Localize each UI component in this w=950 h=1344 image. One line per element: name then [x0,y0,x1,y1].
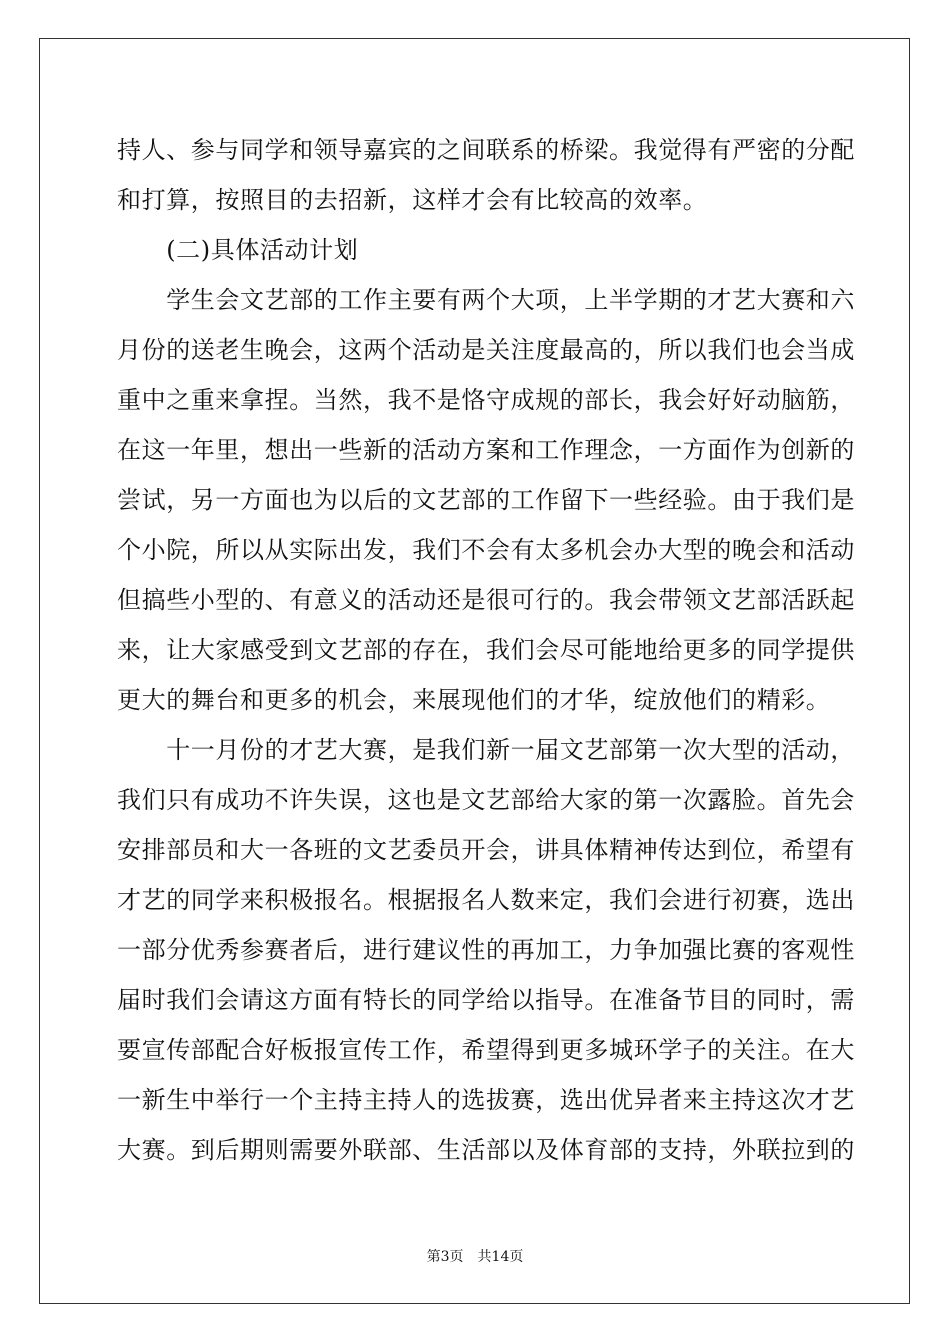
text-line: 个小院，所以从实际出发，我们不会有太多机会办大型的晚会和活动 [117,536,855,564]
text-line: 更大的舞台和更多的机会，来展现他们的才华，绽放他们的精彩。 [117,686,831,714]
page-number-footer: 第3页 共14页 [426,1249,524,1265]
text-line: 大赛。到后期则需要外联部、生活部以及体育部的支持，外联拉到的 [117,1136,855,1164]
text-line: 尝试，另一方面也为以后的文艺部的工作留下一些经验。由于我们是 [117,486,855,514]
text-line: 但搞些小型的、有意义的活动还是很可行的。我会带领文艺部活跃起 [117,586,855,614]
text-line: 在这一年里，想出一些新的活动方案和工作理念，一方面作为创新的 [117,436,855,464]
text-line: 届时我们会请这方面有特长的同学给以指导。在准备节目的同时，需 [117,986,855,1014]
text-line: 月份的送老生晚会，这两个活动是关注度最高的，所以我们也会当成 [117,336,855,364]
text-line: 和打算，按照目的去招新，这样才会有比较高的效率。 [117,186,708,214]
text-line: 重中之重来拿捏。当然，我不是恪守成规的部长，我会好好动脑筋， [117,386,855,414]
text-line: 学生会文艺部的工作主要有两个大项，上半学期的才艺大赛和六 [117,286,855,314]
text-line: 持人、参与同学和领导嘉宾的之间联系的桥梁。我觉得有严密的分配 [117,136,855,164]
text-line: 一新生中举行一个主持主持人的选拔赛，选出优异者来主持这次才艺 [117,1086,855,1114]
text-line: 我们只有成功不许失误，这也是文艺部给大家的第一次露脸。首先会 [117,786,855,814]
text-line: 十一月份的才艺大赛，是我们新一届文艺部第一次大型的活动， [117,736,855,764]
text-line: 要宣传部配合好板报宣传工作，希望得到更多城环学子的关注。在大 [117,1036,855,1064]
section-heading: (二)具体活动计划 [117,236,359,264]
text-line: 安排部员和大一各班的文艺委员开会，讲具体精神传达到位，希望有 [117,836,855,864]
text-line: 才艺的同学来积极报名。根据报名人数来定，我们会进行初赛，选出 [117,886,855,914]
text-line: 来，让大家感受到文艺部的存在，我们会尽可能地给更多的同学提供 [117,636,855,664]
text-line: 一部分优秀参赛者后，进行建议性的再加工，力争加强比赛的客观性 [117,936,855,964]
